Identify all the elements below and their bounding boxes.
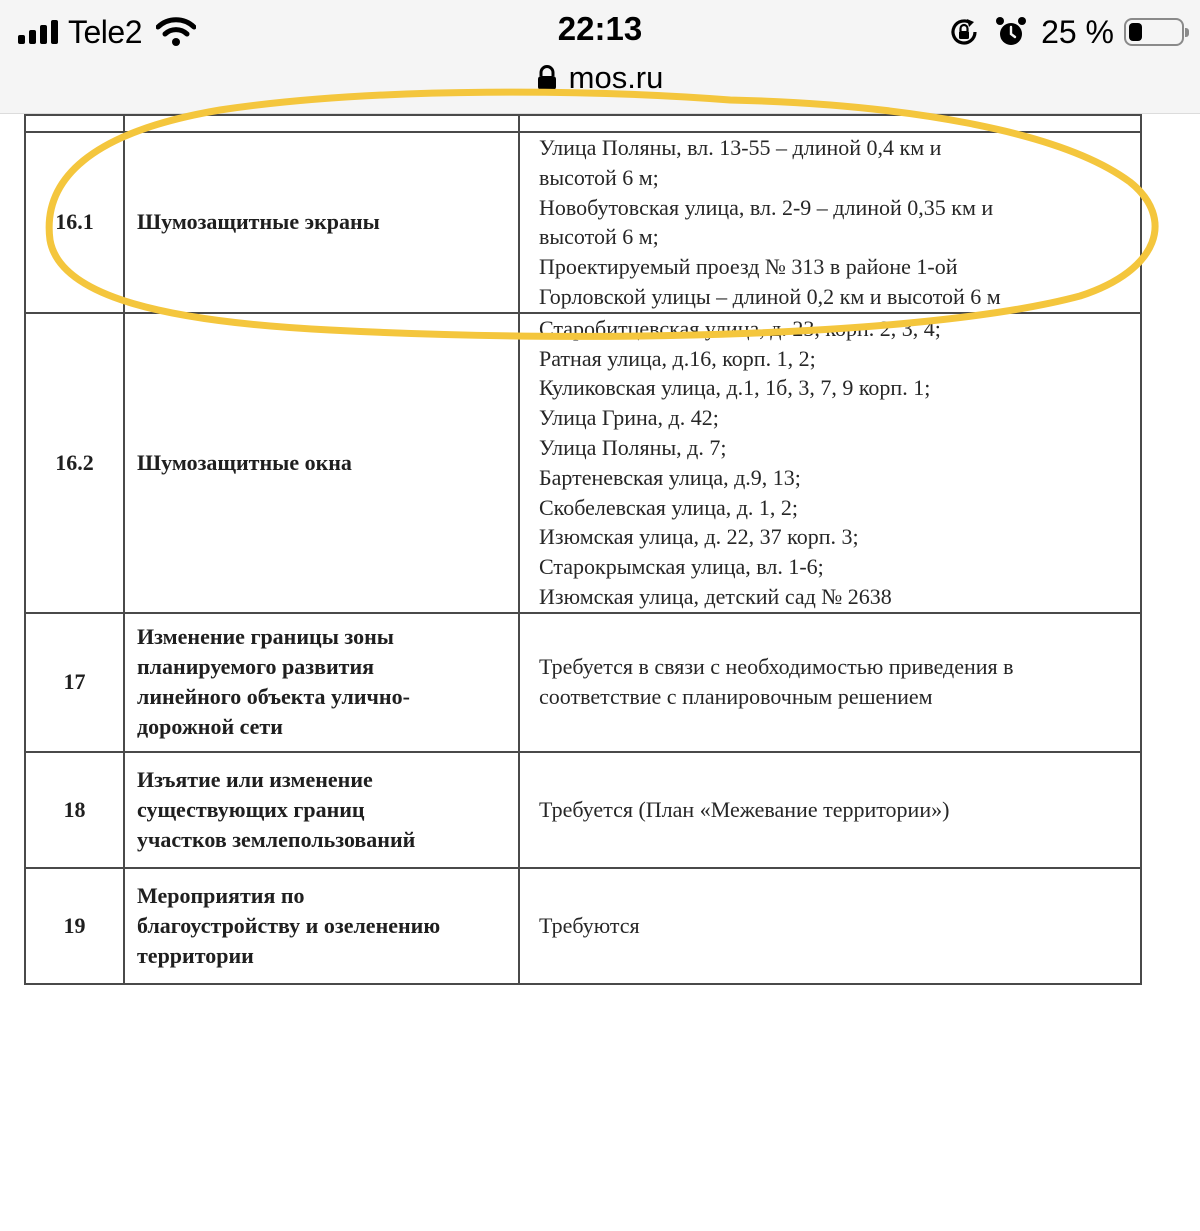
name-line: Изъятие или изменение bbox=[137, 766, 373, 792]
row-number bbox=[25, 115, 124, 132]
row-name bbox=[124, 752, 519, 868]
name-line: планируемого развития bbox=[137, 654, 375, 680]
desc-line: Требуются bbox=[539, 912, 640, 938]
desc-line: высотой 6 м; bbox=[539, 224, 659, 250]
desc-line: Ратная улица, д.16, корп. 1, 2; bbox=[539, 345, 816, 371]
name-line: Мероприятия по bbox=[137, 882, 305, 908]
clock: 22:13 bbox=[557, 10, 643, 47]
url-text[interactable]: mos.ru bbox=[568, 60, 664, 95]
name-line: Шумозащитные экраны bbox=[137, 209, 380, 235]
row-number: 18 bbox=[25, 752, 124, 868]
desc-line: Требуется (План «Межевание территории») bbox=[539, 796, 950, 822]
table-row bbox=[25, 115, 1141, 132]
table-row bbox=[25, 313, 1141, 613]
row-number: 16.1 bbox=[25, 132, 124, 313]
row-name bbox=[124, 313, 519, 613]
row-description bbox=[519, 868, 1141, 984]
name-line: благоустройству и озеленению bbox=[137, 912, 441, 938]
row-description bbox=[519, 752, 1141, 868]
table-row bbox=[25, 132, 1141, 313]
row-description bbox=[519, 313, 1141, 613]
desc-line: Бартеневская улица, д.9, 13; bbox=[539, 464, 801, 490]
desc-line: Горловской улицы – длиной 0,2 км и высотой 6 м bbox=[539, 283, 1001, 309]
table-row bbox=[25, 613, 1141, 752]
battery-icon bbox=[1124, 18, 1184, 46]
name-line: дорожной сети bbox=[137, 714, 283, 740]
name-line: Изменение границы зоны bbox=[137, 624, 394, 650]
row-name bbox=[124, 115, 519, 132]
row-name bbox=[124, 613, 519, 752]
name-line: Шумозащитные окна bbox=[137, 449, 352, 475]
desc-line: Улица Поляны, вл. 13-55 – длиной 0,4 км и bbox=[539, 135, 942, 160]
lock-icon bbox=[537, 65, 557, 91]
name-line: линейного объекта улично- bbox=[137, 684, 410, 710]
desc-line: Улица Грина, д. 42; bbox=[539, 405, 719, 431]
table-row bbox=[25, 868, 1141, 984]
desc-line: Улица Поляны, д. 7; bbox=[539, 434, 727, 460]
status-bar bbox=[0, 0, 1200, 114]
desc-line: Изюмская улица, д. 22, 37 корп. 3; bbox=[539, 524, 859, 550]
desc-line: Скобелевская улица, д. 1, 2; bbox=[539, 494, 799, 520]
battery-fill bbox=[1129, 23, 1142, 41]
desc-line: Старокрымская улица, вл. 1-6; bbox=[539, 554, 824, 580]
rotation-lock-icon bbox=[947, 15, 981, 49]
alarm-icon bbox=[995, 15, 1027, 49]
desc-line: Изюмская улица, детский сад № 2638 bbox=[539, 583, 892, 609]
document-page bbox=[24, 114, 1142, 980]
row-name bbox=[124, 868, 519, 984]
row-name bbox=[124, 132, 519, 313]
measures-table bbox=[24, 114, 1142, 985]
name-line: участков землепользований bbox=[137, 826, 416, 852]
row-description bbox=[519, 115, 1141, 132]
desc-line: Новобутовская улица, вл. 2-9 – длиной 0,35 км и bbox=[539, 194, 994, 220]
status-right bbox=[947, 12, 1184, 52]
desc-line: Проектируемый проезд № 313 в районе 1-ой bbox=[539, 254, 958, 280]
desc-line: соответствие с планировочным решением bbox=[539, 684, 933, 710]
name-line: существующих границ bbox=[137, 796, 365, 822]
row-description bbox=[519, 613, 1141, 752]
desc-line: Старобитцевская улица, д. 23, корп. 2, 3, 4; bbox=[539, 315, 941, 341]
desc-line: высотой 6 м; bbox=[539, 164, 659, 190]
table-row bbox=[25, 752, 1141, 868]
carrier-label: Tele2 bbox=[68, 13, 142, 50]
battery-percent: 25 % bbox=[1041, 13, 1114, 50]
desc-line: Куликовская улица, д.1, 1б, 3, 7, 9 корп. 1; bbox=[539, 375, 931, 401]
name-line: территории bbox=[137, 942, 254, 968]
row-number: 19 bbox=[25, 868, 124, 984]
row-description bbox=[519, 132, 1141, 313]
desc-line: Требуется в связи с необходимостью приведения в bbox=[539, 654, 1014, 680]
address-bar[interactable] bbox=[0, 60, 1200, 96]
row-number: 16.2 bbox=[25, 313, 124, 613]
row-number: 17 bbox=[25, 613, 124, 752]
